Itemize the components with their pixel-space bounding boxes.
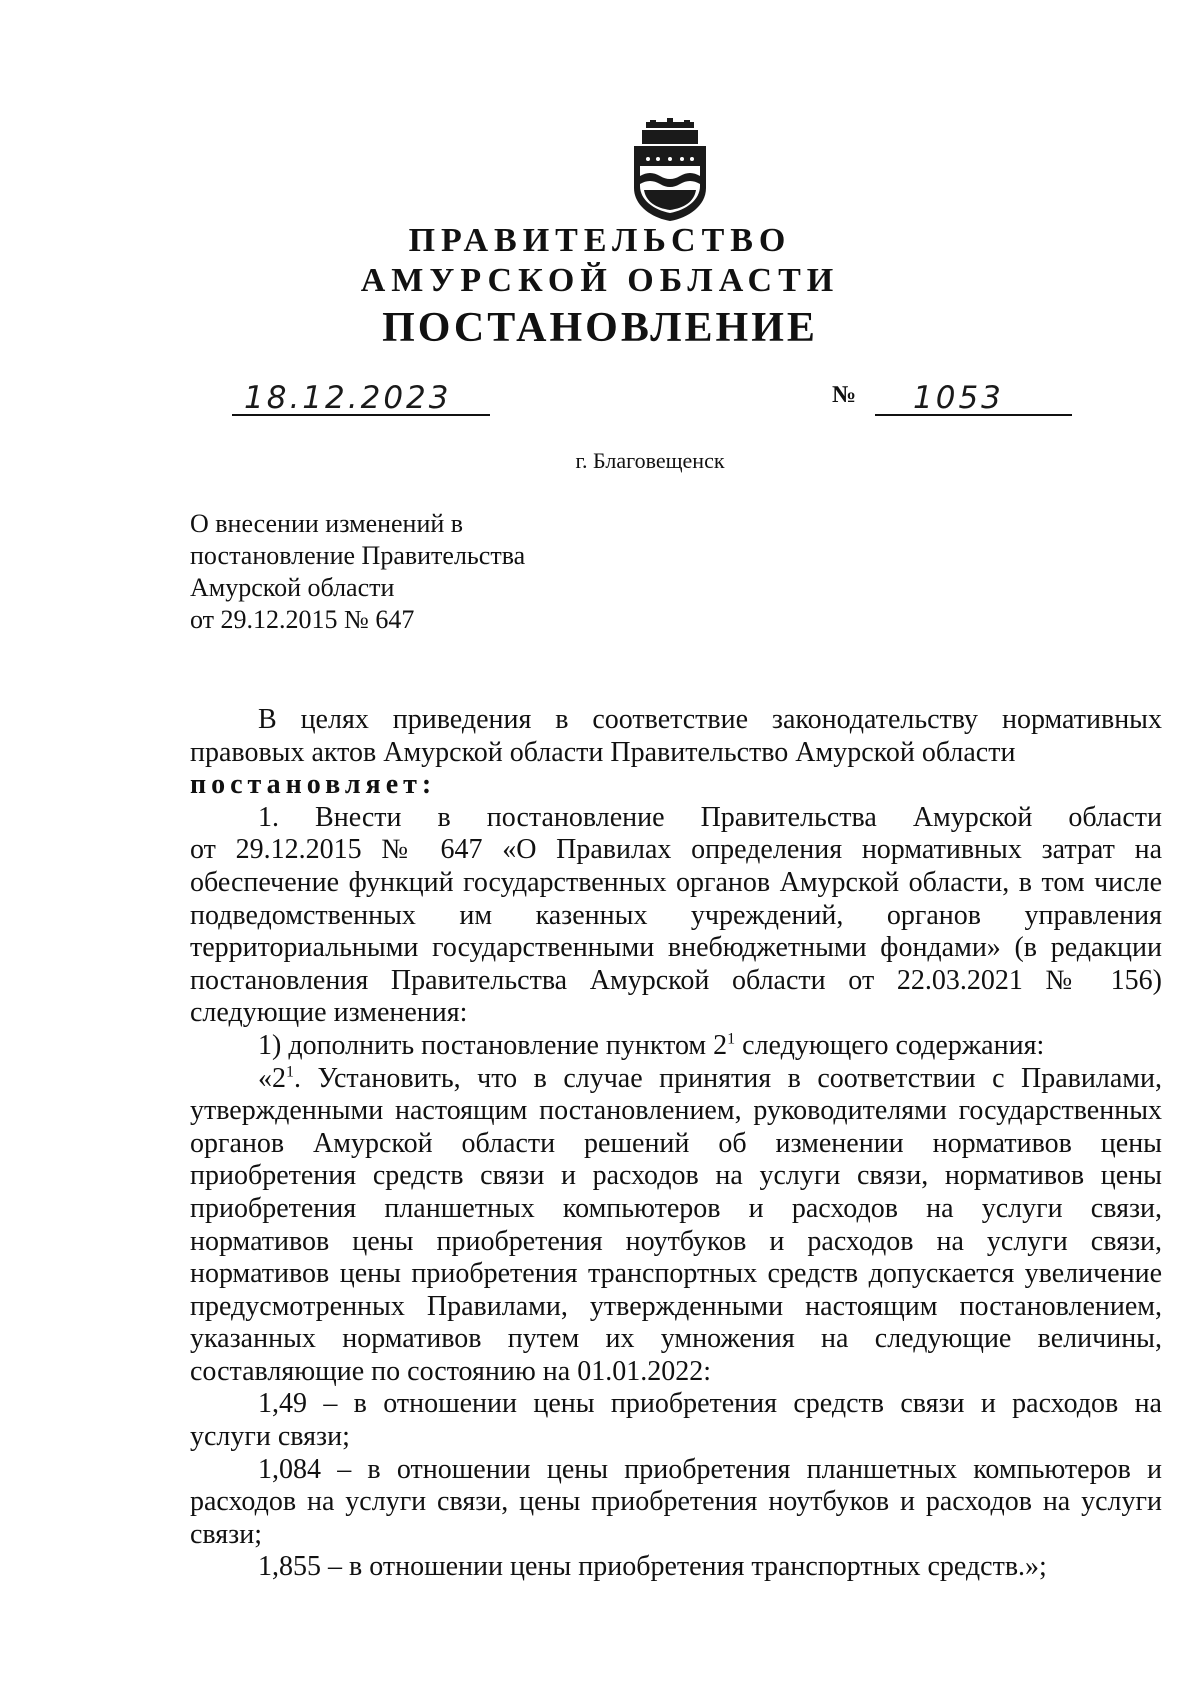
body-line: 1,855 – в отношении цены приобретения транспортных средств.»; (258, 1551, 1047, 1583)
body-line: 1,084 – в отношении цены приобретения планшетных компьютеров и (258, 1453, 1162, 1485)
text-run: следующего содержания: (735, 1029, 1045, 1061)
number-sign: № (832, 382, 857, 408)
body-line: обеспечение функций государственных органов Амурской области, в том числе (190, 866, 1162, 898)
body-line: нормативов цены приобретения ноутбуков и расходов на услуги связи, (190, 1225, 1162, 1257)
subject-line: от 29.12.2015 № 647 (190, 605, 415, 634)
text-run: «2 (258, 1062, 286, 1094)
document-body (190, 704, 1162, 1584)
date-field (232, 378, 490, 416)
body-line: постановления Правительства Амурской области от 22.03.2021 № 156) (190, 964, 1162, 996)
body-line: услуги связи; (190, 1421, 350, 1453)
body-line: расходов на услуги связи, цены приобретения ноутбуков и расходов на услуги (190, 1486, 1162, 1518)
document-subject (190, 508, 610, 636)
body-line: территориальными государственными внебюджетными фондами» (в редакции (190, 932, 1162, 964)
text-run: 1) дополнить постановление пунктом 2 (258, 1029, 728, 1061)
body-line: указанных нормативов путем их умножения на следующие величины, (190, 1323, 1162, 1355)
handwritten-date: 18.12.2023 (244, 380, 452, 416)
body-line-subitem (190, 1030, 1162, 1063)
number-field (875, 378, 1072, 416)
subject-line: О внесении изменений в (190, 509, 464, 538)
document-type-title: ПОСТАНОВЛЕНИЕ (382, 305, 818, 351)
organization-name-line2: АМУРСКОЙ ОБЛАСТИ (360, 262, 840, 299)
body-line: нормативов цены приобретения транспортных средств допускается увеличение (190, 1258, 1162, 1290)
body-line: 1. Внести в постановление Правительства Амурской области (258, 801, 1162, 833)
body-line: от 29.12.2015 № 647 «О Правилах определения нормативных затрат на (190, 834, 1162, 866)
body-line: следующие изменения: (190, 997, 468, 1029)
organization-name-line1: ПРАВИТЕЛЬСТВО (408, 222, 792, 259)
amur-region-coat-of-arms-emblem (628, 118, 712, 222)
body-line: составляющие по состоянию на 01.01.2022: (190, 1355, 711, 1387)
superscript: 1 (286, 1063, 294, 1081)
body-line: приобретения средств связи и расходов на услуги связи, нормативов цены (190, 1160, 1162, 1192)
city-line: г. Благовещенск (575, 448, 725, 473)
decree-word: постановляет: (190, 769, 437, 801)
body-line: подведомственных им казенных учреждений, органов управления (190, 899, 1162, 931)
body-line-quote-start (190, 1063, 1162, 1096)
body-line: органов Амурской области решений об изменении нормативов цены (190, 1127, 1162, 1159)
text-run: . Установить, что в случае принятия в соответствии с Правилами, (294, 1062, 1162, 1094)
body-line: утвержденными настоящим постановлением, руководителями государственных (190, 1095, 1162, 1127)
handwritten-number: 1053 (913, 380, 1004, 416)
body-line: В целях приведения в соответствие законодательству нормативных (258, 704, 1162, 735)
subject-line: Амурской области (190, 573, 395, 602)
body-line: предусмотренных Правилами, утвержденными настоящим постановлением, (190, 1290, 1162, 1322)
body-line: 1,49 – в отношении цены приобретения средств связи и расходов на (258, 1388, 1162, 1420)
superscript: 1 (727, 1030, 736, 1048)
body-line: связи; (190, 1518, 262, 1550)
body-line: приобретения планшетных компьютеров и расходов на услуги связи, (190, 1192, 1162, 1224)
subject-line: постановление Правительства (190, 541, 526, 570)
body-line: правовых актов Амурской области Правительство Амурской области (190, 736, 1016, 768)
